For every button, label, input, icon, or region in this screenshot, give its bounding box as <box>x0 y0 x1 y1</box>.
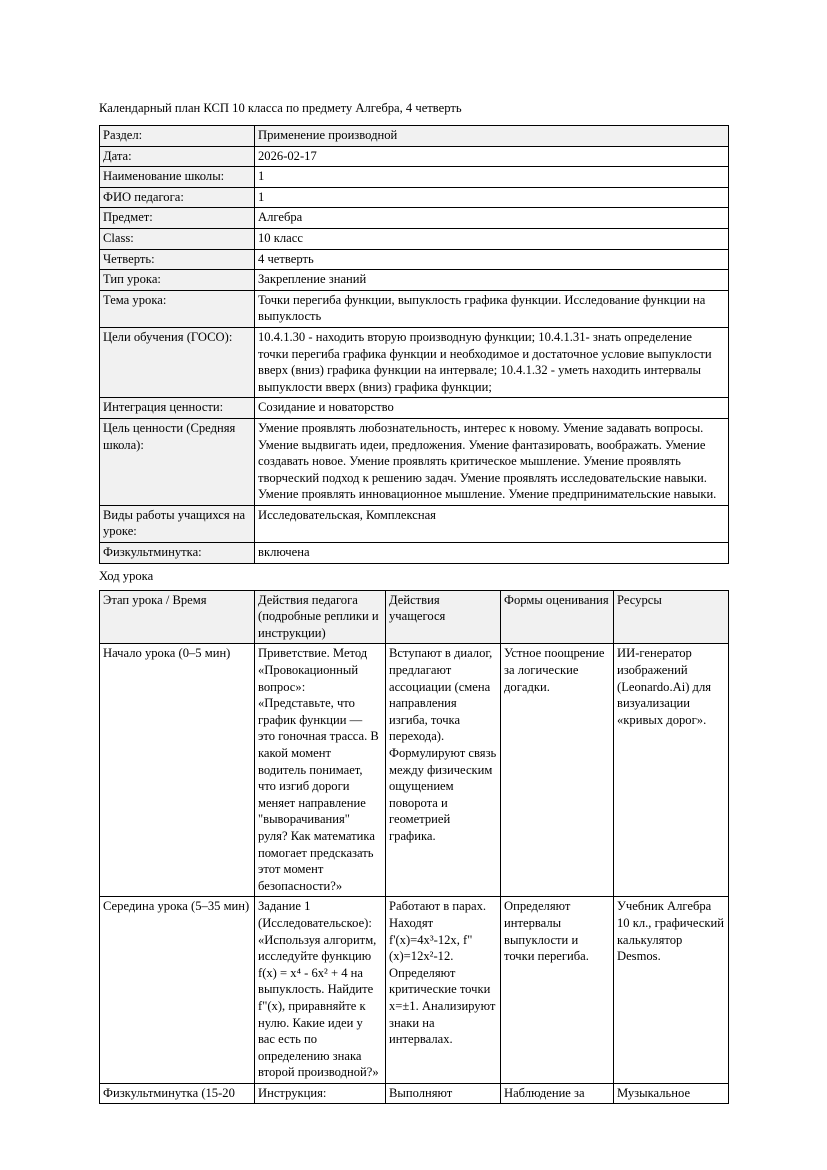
student-actions-cell: Работают в парах. Находят f'(x)=4x³-12x, f"(x)=12x²-12. Определяют критические точки x=±1. Анализируют знаки на интервалах. <box>386 897 501 1084</box>
info-label-cell: ФИО педагога: <box>100 187 255 208</box>
table-row <box>100 398 729 419</box>
table-row <box>100 1083 729 1104</box>
info-label-cell: Физкультминутка: <box>100 543 255 564</box>
student-actions-cell: Выполняют <box>386 1083 501 1104</box>
table-row <box>100 505 729 542</box>
page-title: Календарный план КСП 10 класса по предмету Алгебра, 4 четверть <box>99 101 462 115</box>
lesson-flow-heading: Ход урока <box>99 568 154 583</box>
assessment-cell: Устное поощрение за логические догадки. <box>501 644 614 897</box>
stage-cell: Физкультминутка (15-20 <box>100 1083 255 1104</box>
column-header: Формы оценивания <box>501 590 614 644</box>
info-label-cell: Цели обучения (ГОСО): <box>100 327 255 397</box>
info-value-cell: 10.4.1.30 - находить вторую производную функции; 10.4.1.31- знать определение точки перегиба графика функции и необходимое и достаточное условие выпуклости вверх (вниз) графика функции на интервале; 10.4.1.32 - уметь находить интервалы выпуклости вверх (вниз) графика функции; <box>255 327 729 397</box>
assessment-cell: Наблюдение за <box>501 1083 614 1104</box>
table-row <box>100 208 729 229</box>
lesson-info-body <box>100 126 729 564</box>
table-header-row <box>100 590 729 644</box>
table-row <box>100 228 729 249</box>
lesson-info-table <box>99 125 729 564</box>
column-header: Действия педагога (подробные реплики и инструкции) <box>255 590 386 644</box>
info-value-cell: Умение проявлять любознательность, интерес к новому. Умение задавать вопросы. Умение выдвигать идеи, предложения. Умение фантазировать, воображать. Умение создавать новое. Умение проявлять критическое мышление. Умение проявлять творческий подход к решению задач. Умение проявлять исследовательские навыки. Умение проявлять инновационное мышление. Умение предпринимательские навыки. <box>255 418 729 505</box>
table-row <box>100 146 729 167</box>
info-label-cell: Интеграция ценности: <box>100 398 255 419</box>
info-value-cell: Алгебра <box>255 208 729 229</box>
info-label-cell: Предмет: <box>100 208 255 229</box>
info-value-cell: Исследовательская, Комплексная <box>255 505 729 542</box>
table-row <box>100 167 729 188</box>
resources-cell: ИИ-генератор изображений (Leonardo.Ai) для визуализации «кривых дорог». <box>614 644 729 897</box>
table-row <box>100 270 729 291</box>
lesson-flow-head <box>100 590 729 644</box>
info-value-cell: 2026-02-17 <box>255 146 729 167</box>
lesson-flow-body <box>100 644 729 1104</box>
stage-cell: Начало урока (0–5 мин) <box>100 644 255 897</box>
table-row <box>100 249 729 270</box>
table-row <box>100 327 729 397</box>
resources-cell: Учебник Алгебра 10 кл., графический калькулятор Desmos. <box>614 897 729 1084</box>
info-label-cell: Четверть: <box>100 249 255 270</box>
info-value-cell: 10 класс <box>255 228 729 249</box>
column-header: Действия учащегося <box>386 590 501 644</box>
column-header: Ресурсы <box>614 590 729 644</box>
info-label-cell: Наименование школы: <box>100 167 255 188</box>
column-header: Этап урока / Время <box>100 590 255 644</box>
info-value-cell: 1 <box>255 187 729 208</box>
info-label-cell: Тема урока: <box>100 290 255 327</box>
table-row <box>100 418 729 505</box>
table-row <box>100 290 729 327</box>
info-value-cell: 1 <box>255 167 729 188</box>
info-label-cell: Дата: <box>100 146 255 167</box>
info-label-cell: Тип урока: <box>100 270 255 291</box>
info-label-cell: Class: <box>100 228 255 249</box>
info-value-cell: включена <box>255 543 729 564</box>
table-row <box>100 543 729 564</box>
info-label-cell: Виды работы учащихся на уроке: <box>100 505 255 542</box>
info-label-cell: Раздел: <box>100 126 255 147</box>
teacher-actions-cell: Задание 1 (Исследовательское): «Используя алгоритм, исследуйте функцию f(x) = x⁴ - 6x² + 4 на выпуклость. Найдите f"(x), приравняйте к нулю. Какие идеи у вас есть по определению знака второй производной?» <box>255 897 386 1084</box>
info-value-cell: 4 четверть <box>255 249 729 270</box>
table-row <box>100 126 729 147</box>
student-actions-cell: Вступают в диалог, предлагают ассоциации (смена направления изгиба, точка перехода). Формулируют связь между физическим ощущением поворота и геометрией графика. <box>386 644 501 897</box>
table-row <box>100 644 729 897</box>
resources-cell: Музыкальное <box>614 1083 729 1104</box>
info-value-cell: Применение производной <box>255 126 729 147</box>
info-label-cell: Цель ценности (Средняя школа): <box>100 418 255 505</box>
stage-cell: Середина урока (5–35 мин) <box>100 897 255 1084</box>
info-value-cell: Закрепление знаний <box>255 270 729 291</box>
teacher-actions-cell: Приветствие. Метод «Провокационный вопрос»: «Представьте, что график функции — это гоночная трасса. В какой момент водитель понимает, что изгиб дороги меняет направление "выворачивания" руля? Как математика помогает предсказать этот момент безопасности?» <box>255 644 386 897</box>
table-row <box>100 897 729 1084</box>
info-value-cell: Созидание и новаторство <box>255 398 729 419</box>
info-value-cell: Точки перегиба функции, выпуклость графика функции. Исследование функции на выпуклость <box>255 290 729 327</box>
teacher-actions-cell: Инструкция: <box>255 1083 386 1104</box>
assessment-cell: Определяют интервалы выпуклости и точки перегиба. <box>501 897 614 1084</box>
lesson-flow-table <box>99 590 729 1105</box>
table-row <box>100 187 729 208</box>
